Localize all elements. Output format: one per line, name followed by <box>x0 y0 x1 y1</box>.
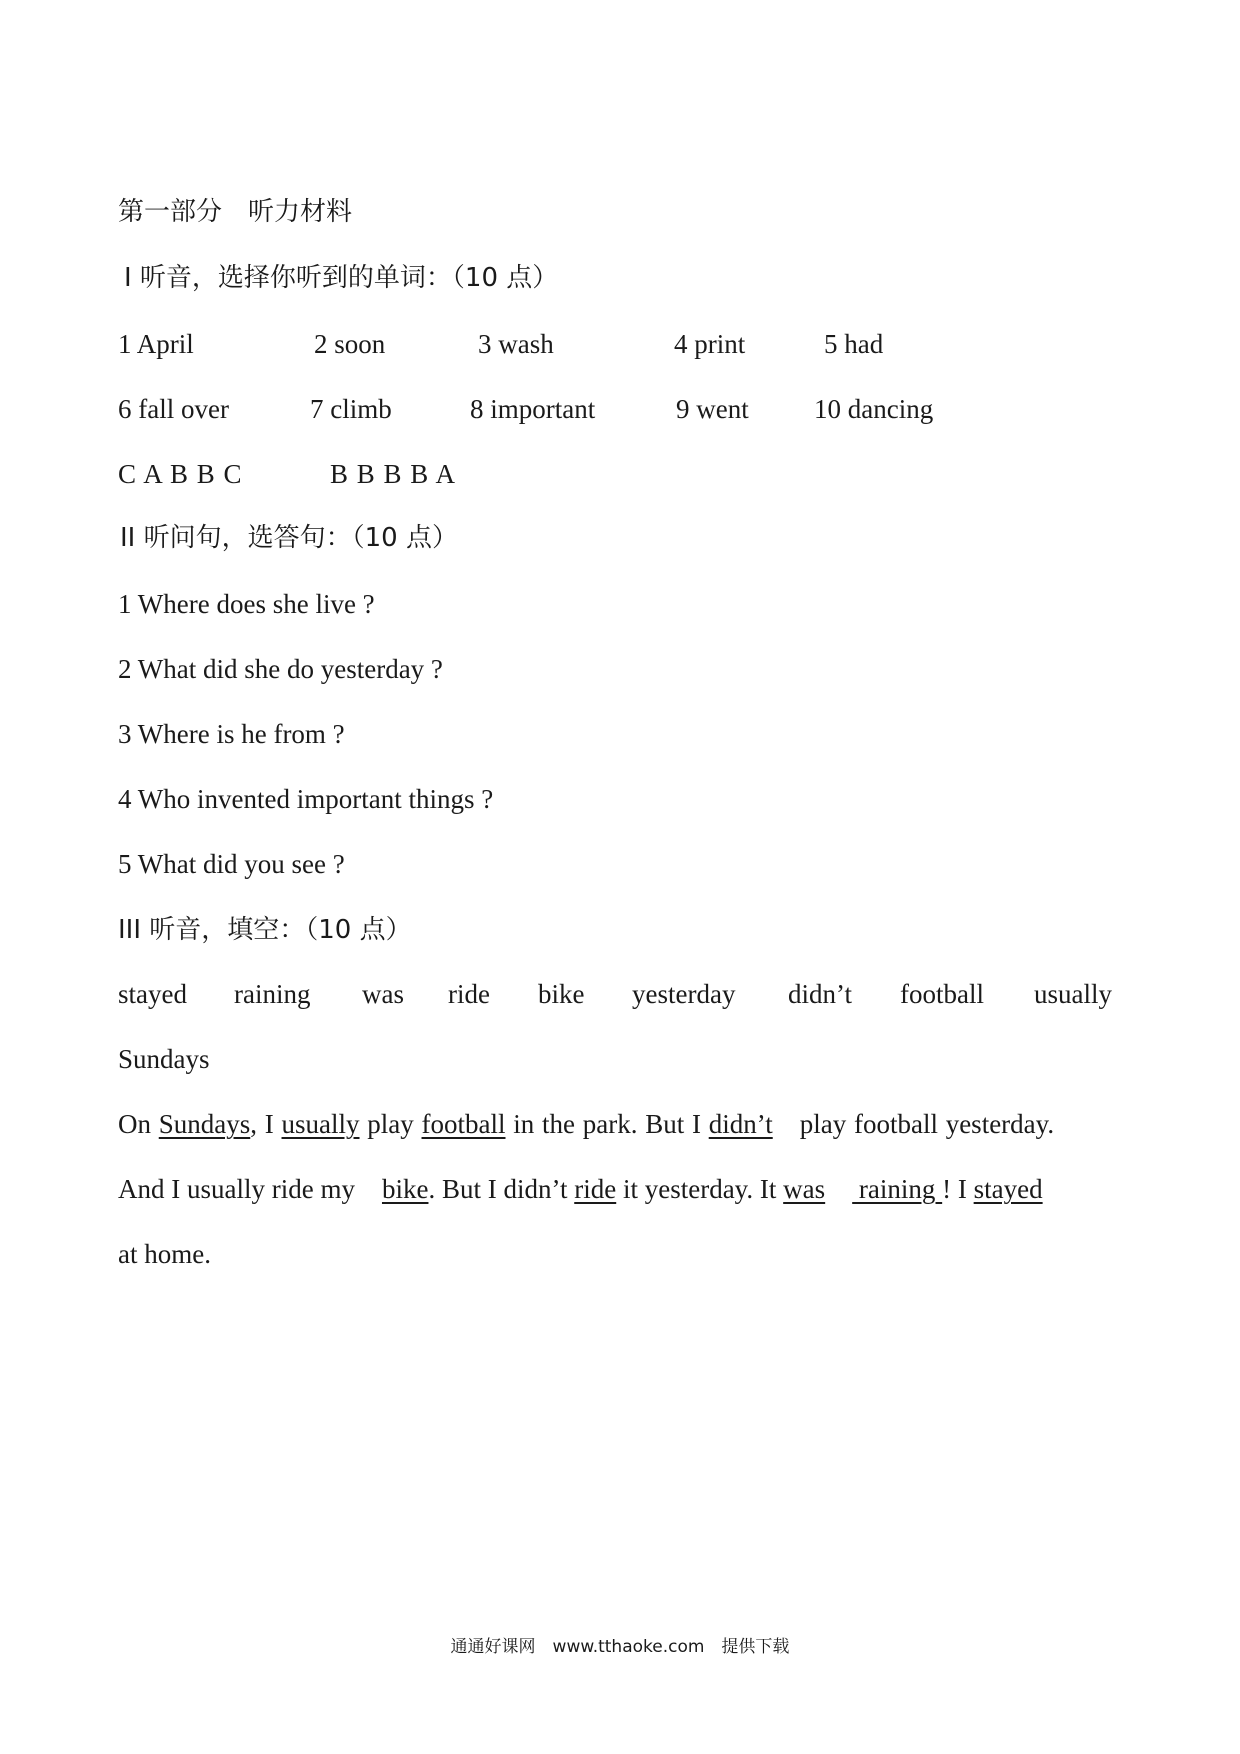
word-item: 5 had <box>824 329 884 359</box>
question-item: 1 Where does she live ? <box>118 589 375 619</box>
word-item: 9 went <box>676 394 749 424</box>
filled-blank: didn’t <box>708 1109 773 1139</box>
passage-text: ! I <box>942 1174 974 1204</box>
passage-text: play football yesterday. <box>772 1109 1055 1139</box>
filled-blank: was <box>783 1174 826 1204</box>
question-item: 5 What did you see ? <box>118 849 345 879</box>
word-bank-item: raining <box>234 979 311 1009</box>
filled-blank: bike <box>381 1174 429 1204</box>
word-bank-item: ride <box>448 979 490 1009</box>
page-title: 第一部分 听力材料 <box>118 197 353 227</box>
question-item: 4 Who invented important things ? <box>118 784 494 814</box>
question-item: 3 Where is he from ? <box>118 719 345 749</box>
word-bank-item: didn’t <box>788 979 853 1009</box>
passage-text: play <box>359 1109 422 1139</box>
word-bank-item: usually <box>1034 979 1112 1009</box>
filled-blank: usually <box>281 1109 360 1139</box>
word-item: 6 fall over <box>118 394 229 424</box>
passage-line-2 <box>118 1173 1043 1205</box>
question-item: 2 What did she do yesterday ? <box>118 654 443 684</box>
section-3-heading: III 听音，填空：（10 点） <box>118 915 412 945</box>
filled-blank: Sundays <box>158 1109 251 1139</box>
section-2-heading: II 听问句，选答句：（10 点） <box>120 523 458 553</box>
section-1-heading: I 听音，选择你听到的单词：（10 点） <box>124 263 559 293</box>
word-item: 7 climb <box>310 394 392 424</box>
word-item: 2 soon <box>314 329 386 359</box>
filled-blank: football <box>421 1109 506 1139</box>
word-bank-item: Sundays <box>118 1044 210 1074</box>
word-item: 3 wash <box>478 329 554 359</box>
filled-blank: ride <box>574 1174 617 1204</box>
passage-line-3: at home. <box>118 1239 211 1269</box>
answer-group-2: B B B B A <box>330 459 457 489</box>
filled-blank: raining <box>852 1174 943 1204</box>
word-item: 1 April <box>118 329 194 359</box>
word-bank-item: yesterday <box>632 979 736 1009</box>
word-item: 4 print <box>674 329 746 359</box>
footer-credit: 通通好课网 www.tthaoke.com 提供下载 <box>450 1637 790 1657</box>
word-bank-item: stayed <box>118 979 187 1009</box>
word-item: 10 dancing <box>814 394 934 424</box>
word-bank-item: football <box>900 979 984 1009</box>
passage-line-1 <box>118 1108 1054 1140</box>
passage-text: On <box>118 1109 159 1139</box>
word-item: 8 important <box>470 394 596 424</box>
answer-group-1: C A B B C <box>118 459 243 489</box>
passage-text: And I usually ride my <box>118 1174 382 1204</box>
filled-blank: stayed <box>973 1174 1043 1204</box>
word-bank-item: was <box>362 979 404 1009</box>
passage-text: , I <box>250 1109 282 1139</box>
word-bank-item: bike <box>538 979 585 1009</box>
passage-text <box>825 1174 852 1204</box>
passage-text: it yesterday. It <box>616 1174 784 1204</box>
passage-text: in the park. But I <box>505 1109 709 1139</box>
passage-text: . But I didn’t <box>428 1174 575 1204</box>
